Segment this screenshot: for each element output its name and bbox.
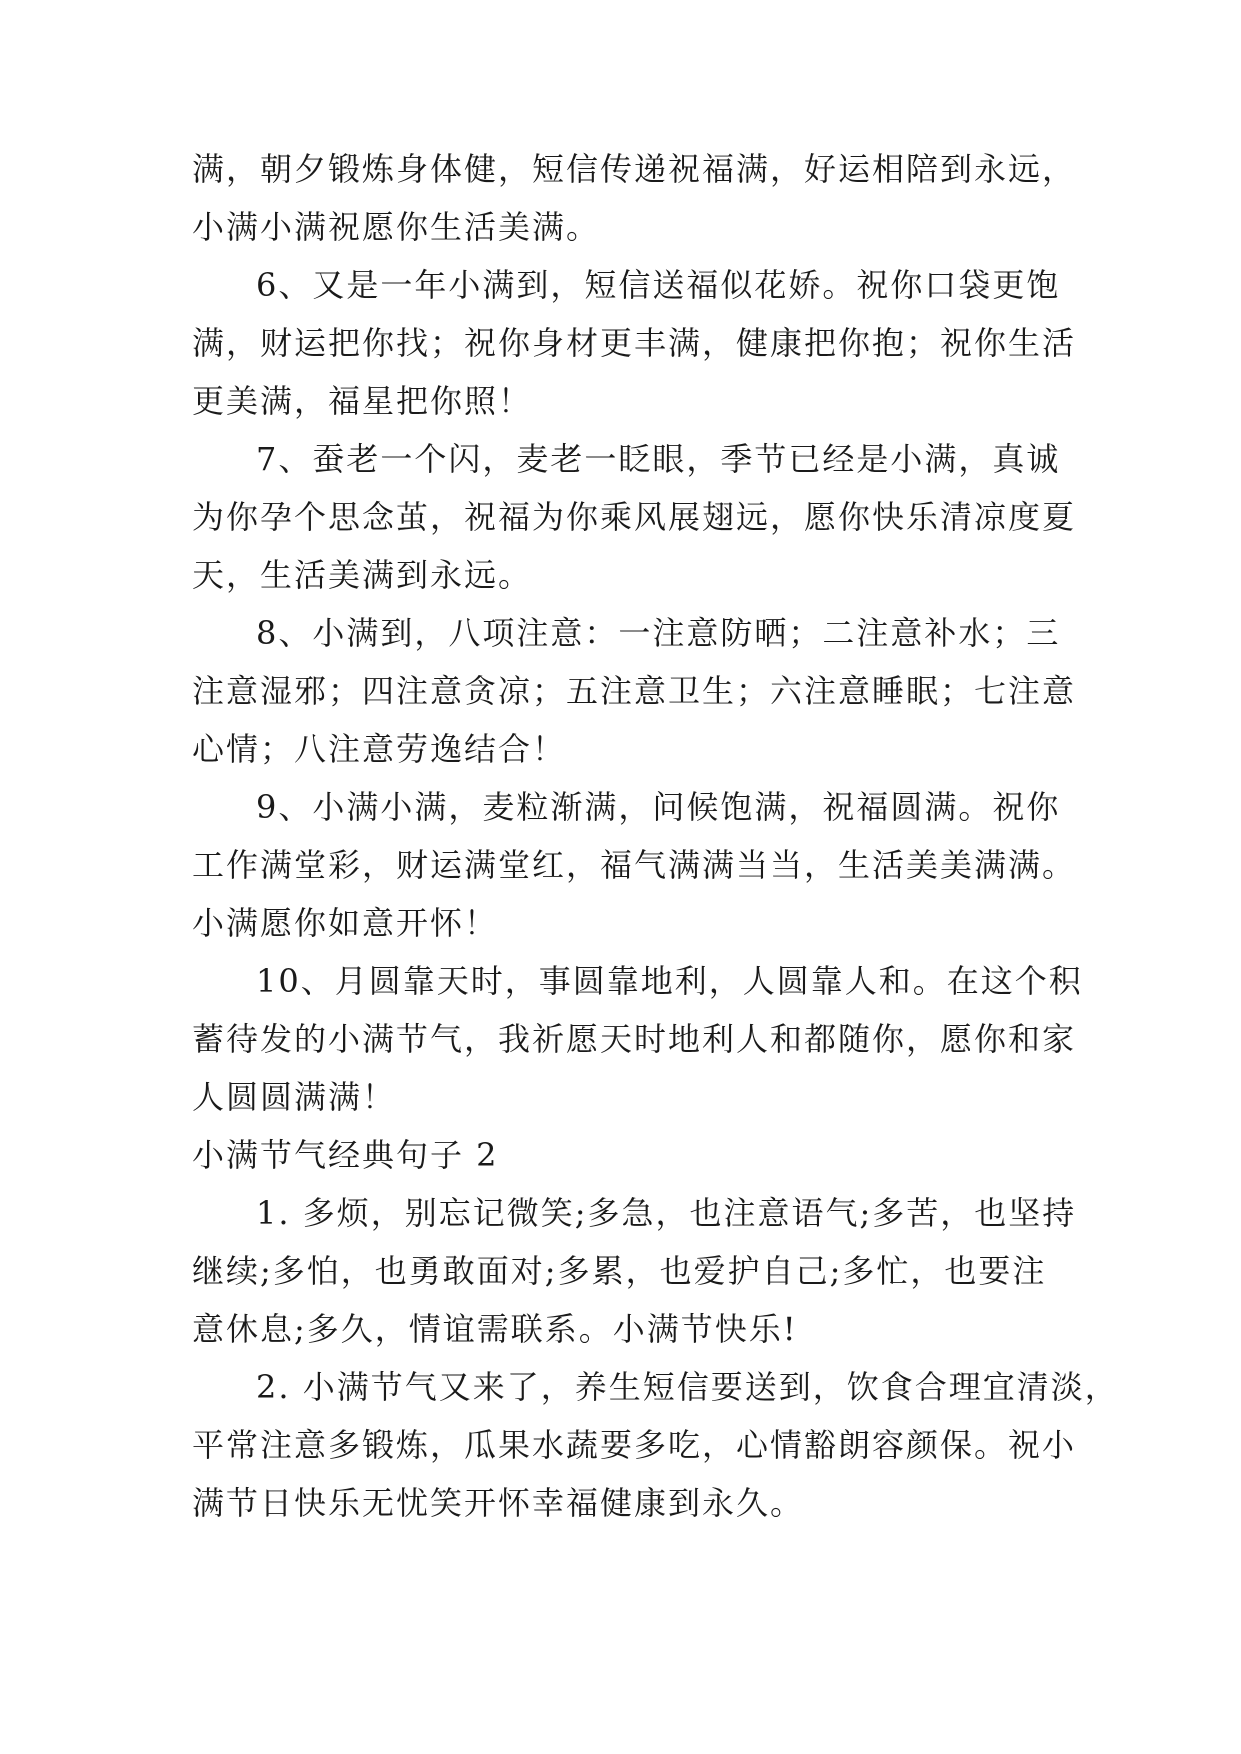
text-line: 10、月圆靠天时，事圆靠地利，人圆靠人和。在这个积 xyxy=(256,962,1083,1000)
text-line: 天，生活美满到永远。 xyxy=(192,556,533,594)
text-line: 8、小满到，八项注意：一注意防晒；二注意补水；三 xyxy=(256,614,1061,652)
text-line: 人圆圆满满！ xyxy=(192,1078,397,1116)
text-line: 继续;多怕，也勇敢面对;多累，也爱护自己;多忙，也要注 xyxy=(192,1252,1047,1290)
text-line: 更美满，福星把你照！ xyxy=(192,382,533,420)
text-line: 小满小满祝愿你生活美满。 xyxy=(192,208,601,246)
text-line: 满节日快乐无忧笑开怀幸福健康到永久。 xyxy=(192,1484,805,1522)
text-line: 小满愿你如意开怀！ xyxy=(192,904,499,942)
text-line: 1. 多烦，别忘记微笑;多急，也注意语气;多苦，也坚持 xyxy=(256,1194,1077,1232)
text-line: 注意湿邪；四注意贪凉；五注意卫生；六注意睡眠；七注意 xyxy=(192,672,1077,710)
text-line: 意休息;多久，情谊需联系。小满节快乐! xyxy=(192,1310,798,1348)
text-line: 心情；八注意劳逸结合！ xyxy=(192,730,567,768)
text-line: 满，财运把你找；祝你身材更丰满，健康把你抱；祝你生活 xyxy=(192,324,1077,362)
text-line: 平常注意多锻炼，瓜果水蔬要多吃，心情豁朗容颜保。祝小 xyxy=(192,1426,1077,1464)
text-line: 小满节气经典句子 2 xyxy=(192,1136,499,1174)
text-line: 蓄待发的小满节气，我祈愿天时地利人和都随你，愿你和家 xyxy=(192,1020,1077,1058)
text-line: 6、又是一年小满到，短信送福似花娇。祝你口袋更饱 xyxy=(256,266,1061,304)
text-line: 2. 小满节气又来了，养生短信要送到，饮食合理宜清淡， xyxy=(256,1368,1119,1406)
text-line: 工作满堂彩，财运满堂红，福气满满当当，生活美美满满。 xyxy=(192,846,1077,884)
document-body xyxy=(192,140,1119,1532)
text-line: 满，朝夕锻炼身体健，短信传递祝福满，好运相陪到永远， xyxy=(192,150,1077,188)
text-line: 7、蚕老一个闪，麦老一眨眼，季节已经是小满，真诚 xyxy=(256,440,1061,478)
text-line: 9、小满小满，麦粒渐满，问候饱满，祝福圆满。祝你 xyxy=(256,788,1061,826)
text-line: 为你孕个思念茧，祝福为你乘风展翅远，愿你快乐清凉度夏 xyxy=(192,498,1077,536)
